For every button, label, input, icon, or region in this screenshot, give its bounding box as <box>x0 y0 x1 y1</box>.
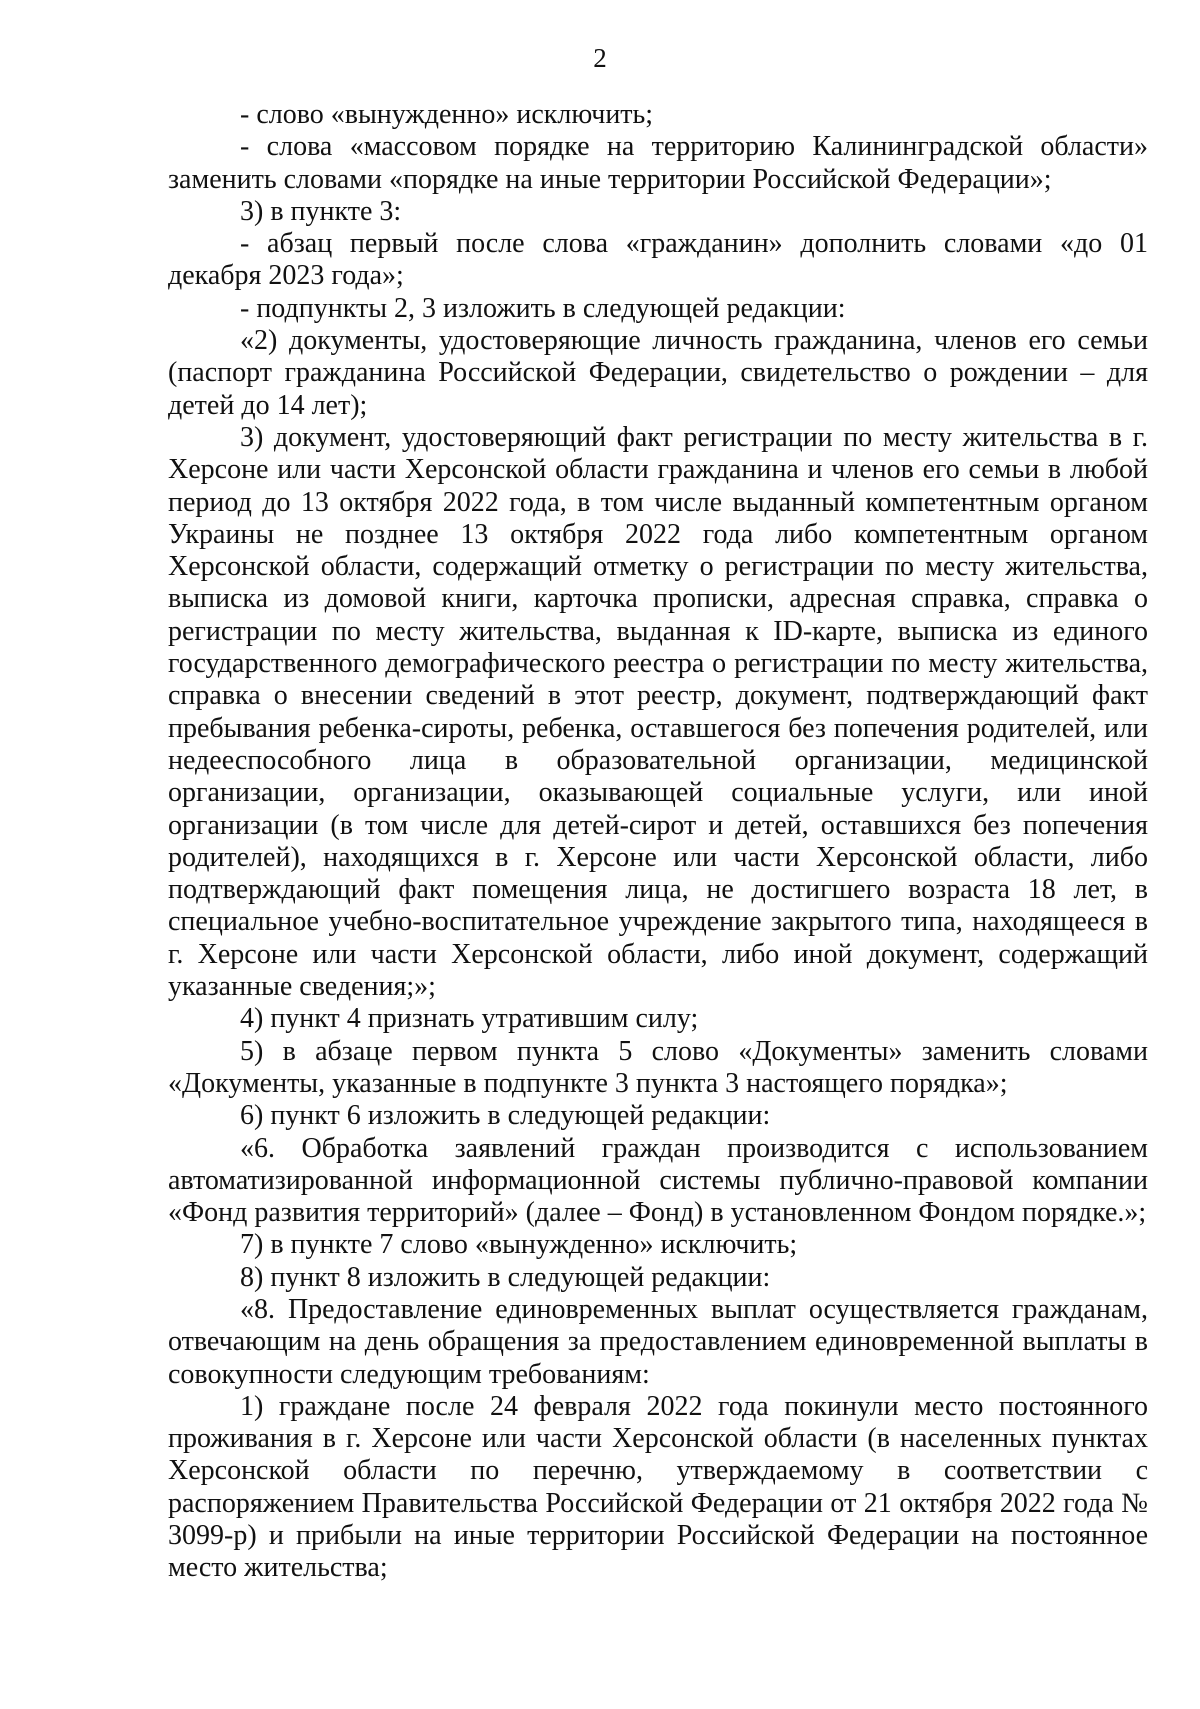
paragraph-1: - слово «вынужденно» исключить; <box>240 99 654 130</box>
paragraph-5: - подпункты 2, 3 изложить в следующей редакции: <box>240 292 846 324</box>
paragraph-8: 4) пункт 4 признать утратившим силу; <box>240 1003 699 1035</box>
document-body <box>168 99 1148 1585</box>
paragraph-10: 6) пункт 6 изложить в следующей редакции: <box>240 1100 771 1132</box>
paragraph-13: 8) пункт 8 изложить в следующей редакции: <box>240 1261 771 1293</box>
paragraph-15: 1) граждане после 24 февраля 2022 года покинули место постоянного проживания в г. Херсоне или части Херсонской области (в населенных пунктах Херсонской области по перечню, утверждаемому в соответствии с распоряжением Правительства Российской Федерации от 21 октября 2022 года № 3099-р) и прибыли на иные территории Российской Федерации на постоянное место жительства; <box>168 1390 1148 1584</box>
paragraph-9: 5) в абзаце первом пункта 5 слово «Документы» заменить словами «Документы, указанные в подпункте 3 пункта 3 настоящего порядка»; <box>168 1035 1148 1099</box>
paragraph-6: «2) документы, удостоверяющие личность гражданина, членов его семьи (паспорт гражданина Российской Федерации, свидетельство о рождении – для детей до 14 лет); <box>168 325 1148 421</box>
paragraph-7: 3) документ, удостоверяющий факт регистрации по месту жительства в г. Херсоне или части Херсонской области гражданина и членов его семьи в любой период до 13 октября 2022 года, в том числе выданный компетентным органом Украины не позднее 13 октября 2022 года либо компетентным органом Херсонской области, содержащий отметку о регистрации по месту жительства, выписка из домовой книги, карточка прописки, адресная справка, справка о регистрации по месту жительства, выданная к ID-карте, выписка из единого государственного демографического реестра о регистрации по месту жительства, справка о внесении сведений в этот реестр, документ, подтверждающий факт пребывания ребенка-сироты, ребенка, оставшегося без попечения родителей, или недееспособного лица в образовательной организации, медицинской организации, организации, оказывающей социальные услуги, или иной организации (в том числе для детей-сирот и детей, оставшихся без попечения родителей), находящихся в г. Херсоне или части Херсонской области, либо подтверждающий факт помещения лица, не достигшего возраста 18 лет, в специальное учебно-воспитательное учреждение закрытого типа, находящееся в г. Херсоне или части Херсонской области, либо иной документ, содержащий указанные сведения;»; <box>168 421 1148 1003</box>
page-number: 2 <box>593 43 607 73</box>
paragraph-3: 3) в пункте 3: <box>240 195 402 227</box>
paragraph-14: «8. Предоставление единовременных выплат осуществляется гражданам, отвечающим на день обращения за предоставлением единовременной выплаты в совокупности следующим требованиям: <box>168 1293 1148 1390</box>
paragraph-12: 7) в пункте 7 слово «вынужденно» исключить; <box>240 1229 798 1261</box>
paragraph-4: - абзац первый после слова «гражданин» дополнить словами «до 01 декабря 2023 года»; <box>168 228 1148 292</box>
paragraph-2: - слова «массовом порядке на территорию Калининградской области» заменить словами «порядке на иные территории Российской Федерации»; <box>168 131 1148 195</box>
paragraph-11: «6. Обработка заявлений граждан производится с использованием автоматизированной информационной системы публично-правовой компании «Фонд развития территорий» (далее – Фонд) в установленном Фондом порядке.»; <box>168 1132 1148 1229</box>
